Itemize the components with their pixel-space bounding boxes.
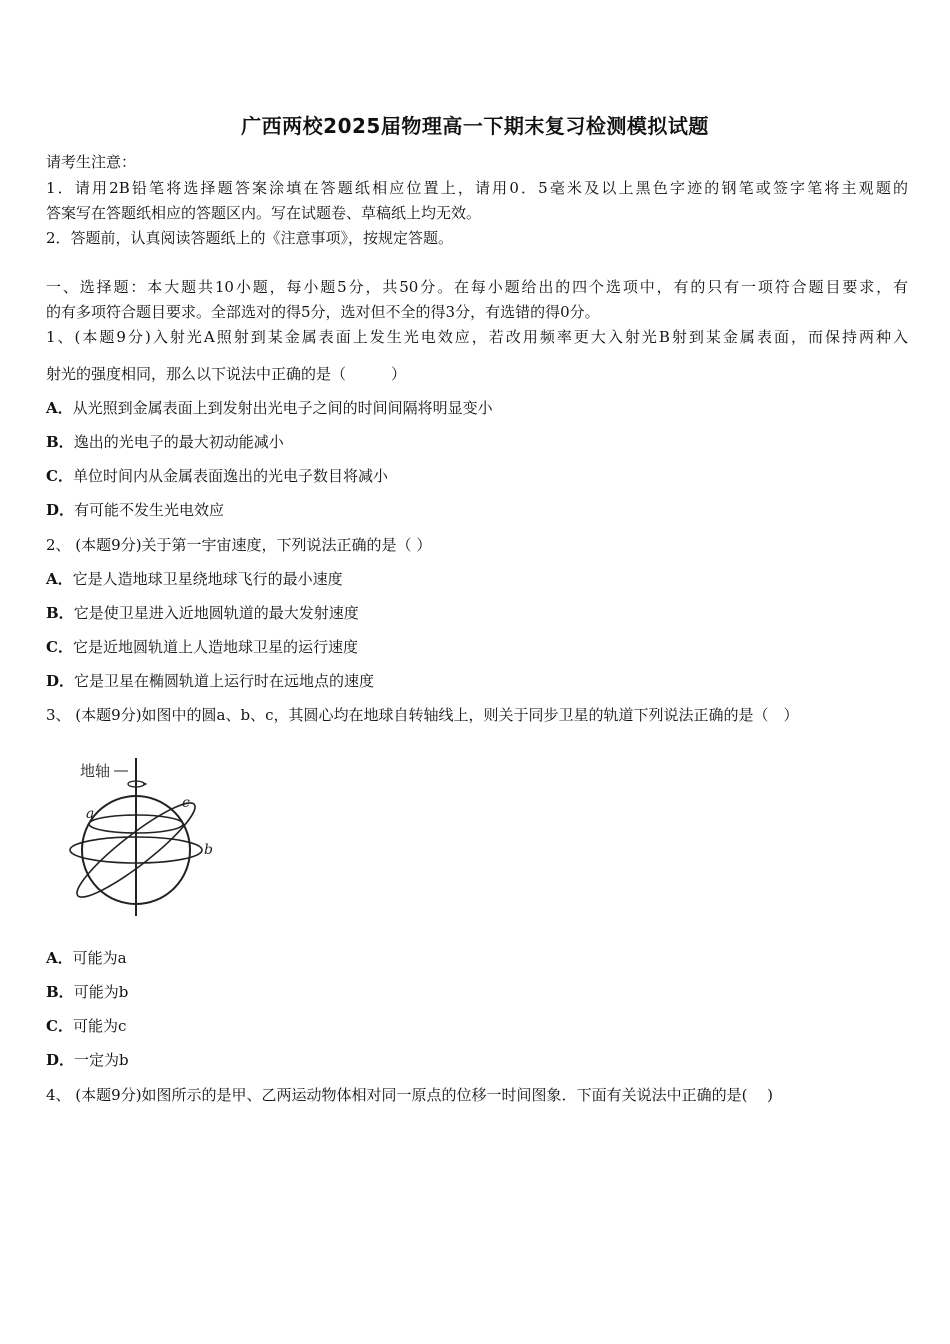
option-letter: C．	[46, 638, 73, 656]
notice-item-1-line-2: 答案写在答题纸相应的答题区内。写在试题卷、草稿纸上均无效。	[46, 204, 482, 222]
question-2-option-d[interactable]	[46, 671, 374, 691]
option-letter: B．	[46, 604, 74, 622]
option-letter: B．	[46, 983, 74, 1001]
question-4-stem: 4、 (本题9分)如图所示的是甲、乙两运动物体相对同一原点的位移一时间图象．下面有关说法中正确的是( )	[46, 1086, 774, 1104]
option-text: 有可能不发生光电效应	[74, 501, 225, 519]
option-text: 单位时间内从金属表面逸出的光电子数目将减小	[72, 467, 388, 485]
option-letter: B．	[46, 433, 74, 451]
option-text: 它是近地圆轨道上人造地球卫星的运行速度	[72, 638, 358, 656]
question-1-option-d[interactable]	[46, 500, 224, 520]
option-letter: C．	[46, 467, 73, 485]
question-1-option-b[interactable]	[46, 432, 284, 452]
option-letter: D．	[46, 672, 75, 690]
earth-orbit-figure	[58, 752, 228, 922]
question-1-stem-line-1: 1、(本题9分)入射光A照射到某金属表面上发生光电效应，若改用频率更大入射光B射到某金属表面，而保持两种入	[46, 328, 908, 346]
option-text: 从光照到金属表面上到发射出光电子之间的时间间隔将明显变小	[72, 399, 493, 417]
question-2-option-b[interactable]	[46, 603, 359, 623]
question-3-stem: 3、 (本题9分)如图中的圆a、b、c，其圆心均在地球自转轴线上，则关于同步卫星的轨道下列说法正确的是（ ）	[46, 706, 799, 724]
option-letter: D．	[46, 1051, 75, 1069]
section-intro-line-1: 一、选择题：本大题共10小题，每小题5分，共50分。在每小题给出的四个选项中，有的只有一项符合题目要求，有	[46, 278, 908, 296]
question-2-stem: 2、 (本题9分)关于第一宇宙速度，下列说法正确的是（ ）	[46, 536, 432, 554]
option-letter: C．	[46, 1017, 73, 1035]
option-text: 可能为b	[73, 983, 129, 1001]
axis-label: 地轴	[80, 762, 111, 780]
question-3-option-b[interactable]	[46, 982, 128, 1002]
question-3-option-d[interactable]	[46, 1050, 129, 1070]
orbit-b-label: b	[204, 842, 213, 858]
question-1-stem-line-2: 射光的强度相同，那么以下说法中正确的是（ ）	[46, 365, 407, 383]
question-2-option-a[interactable]	[46, 569, 343, 589]
section-intro-line-2: 的有多项符合题目要求。全部选对的得5分，选对但不全的得3分，有选错的得0分。	[46, 303, 600, 321]
question-1-option-c[interactable]	[46, 466, 388, 486]
option-letter: A．	[46, 949, 73, 967]
option-text: 可能为c	[72, 1017, 127, 1035]
option-text: 逸出的光电子的最大初动能减小	[73, 433, 284, 451]
question-3-option-a[interactable]	[46, 948, 127, 968]
question-2-option-c[interactable]	[46, 637, 358, 657]
option-letter: D．	[46, 501, 75, 519]
question-1-option-a[interactable]	[46, 398, 493, 418]
option-text: 它是使卫星进入近地圆轨道的最大发射速度	[73, 604, 359, 622]
option-text: 可能为a	[72, 949, 127, 967]
notice-heading: 请考生注意：	[46, 153, 137, 171]
notice-item-2: 2．答题前，认真阅读答题纸上的《注意事项》，按规定答题。	[46, 229, 454, 247]
question-3-option-c[interactable]	[46, 1016, 126, 1036]
option-letter: A．	[46, 570, 73, 588]
orbit-a-label: a	[86, 806, 95, 822]
notice-item-1-line-1: 1．请用2B铅笔将选择题答案涂填在答题纸相应位置上，请用0．5毫米及以上黑色字迹的钢笔或签字笔将主观题的	[46, 179, 908, 197]
orbit-c-label: c	[182, 795, 190, 811]
page-title: 广西两校2025届物理高一下期末复习检测模拟试题	[241, 114, 709, 138]
option-text: 一定为b	[74, 1051, 129, 1069]
option-text: 它是卫星在椭圆轨道上运行时在远地点的速度	[74, 672, 375, 690]
option-text: 它是人造地球卫星绕地球飞行的最小速度	[72, 570, 343, 588]
option-letter: A．	[46, 399, 73, 417]
